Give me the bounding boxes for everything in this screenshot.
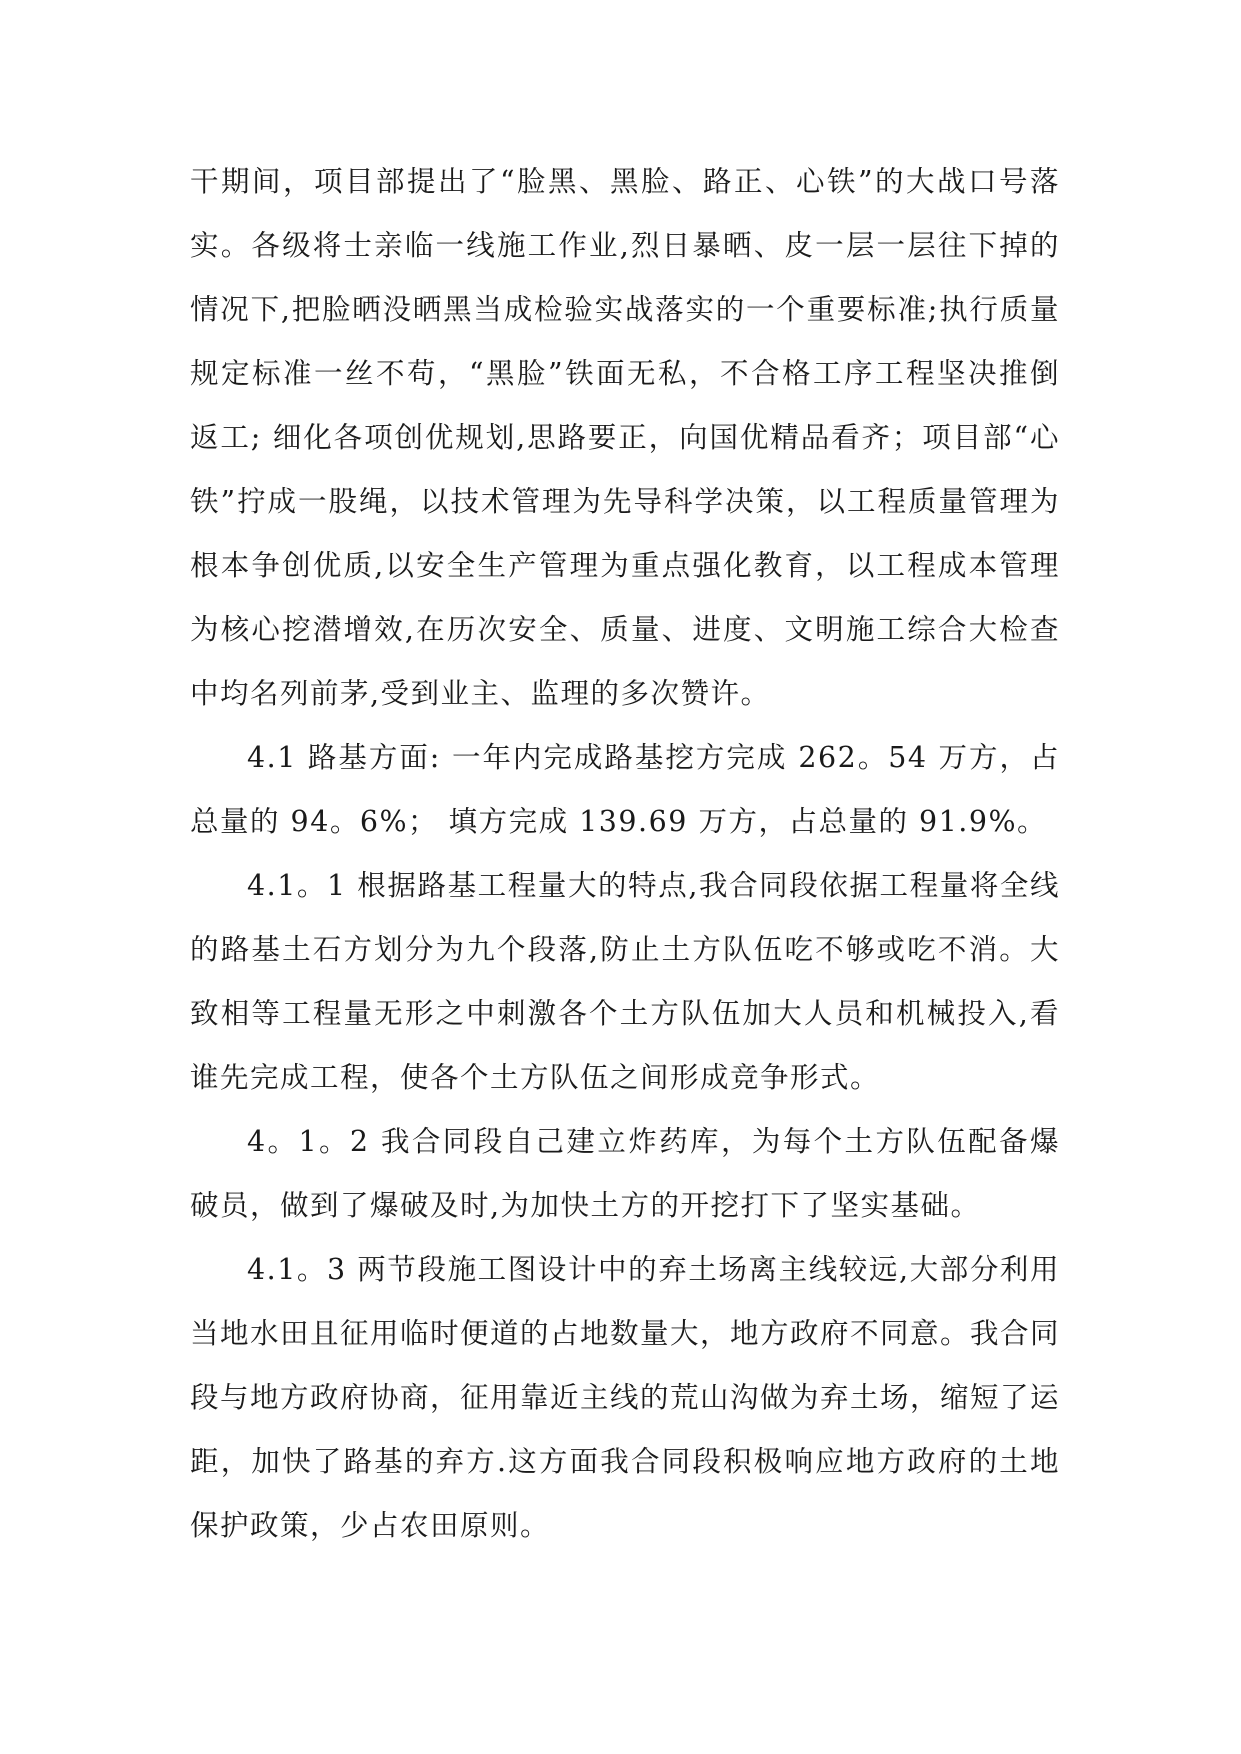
paragraph-2: 4.1 路基方面: 一年内完成路基挖方完成 262。54 万方，占总量的 94。6%； 填方完成 139.69 万方，占总量的 91.9%。 [190,741,1060,838]
paragraph-1: 干期间，项目部提出了“脸黑、黑脸、路正、心铁”的大战口号落实。各级将士亲临一线施工作业,烈日暴晒、皮一层一层往下掉的情况下,把脸晒没晒黑当成检验实战落实的一个重要标准;执行质量规定标准一丝不苟，“黑脸”铁面无私，不合格工序工程坚决推倒返工; 细化各项创优规划,思路要正，向国优精品看齐；项目部“心铁”拧成一股绳，以技术管理为先导科学决策，以工程质量管理为根本争创优质,以安全生产管理为重点强化教育，以工程成本管理为核心挖潜增效,在历次安全、质量、进度、文明施工综合大检查中均名列前茅,受到业主、监理的多次赞许。 [190,165,1060,710]
paragraph-5: 4.1。3 两节段施工图设计中的弃土场离主线较远,大部分利用当地水田且征用临时便道的占地数量大，地方政府不同意。我合同段与地方政府协商，征用靠近主线的荒山沟做为弃土场，缩短了运距，加快了路基的弃方.这方面我合同段积极响应地方政府的土地保护政策，少占农田原则。 [190,1253,1061,1542]
paragraph-3: 4.1。1 根据路基工程量大的特点,我合同段依据工程量将全线的路基土石方划分为九个段落,防止土方队伍吃不够或吃不消。大致相等工程量无形之中刺激各个土方队伍加大人员和机械投入,看谁先完成工程，使各个土方队伍之间形成竞争形式。 [190,869,1060,1094]
document-body [190,150,1060,1558]
paragraph-4: 4。1。2 我合同段自己建立炸药库，为每个土方队伍配备爆破员，做到了爆破及时,为加快土方的开挖打下了坚实基础。 [190,1125,1060,1222]
